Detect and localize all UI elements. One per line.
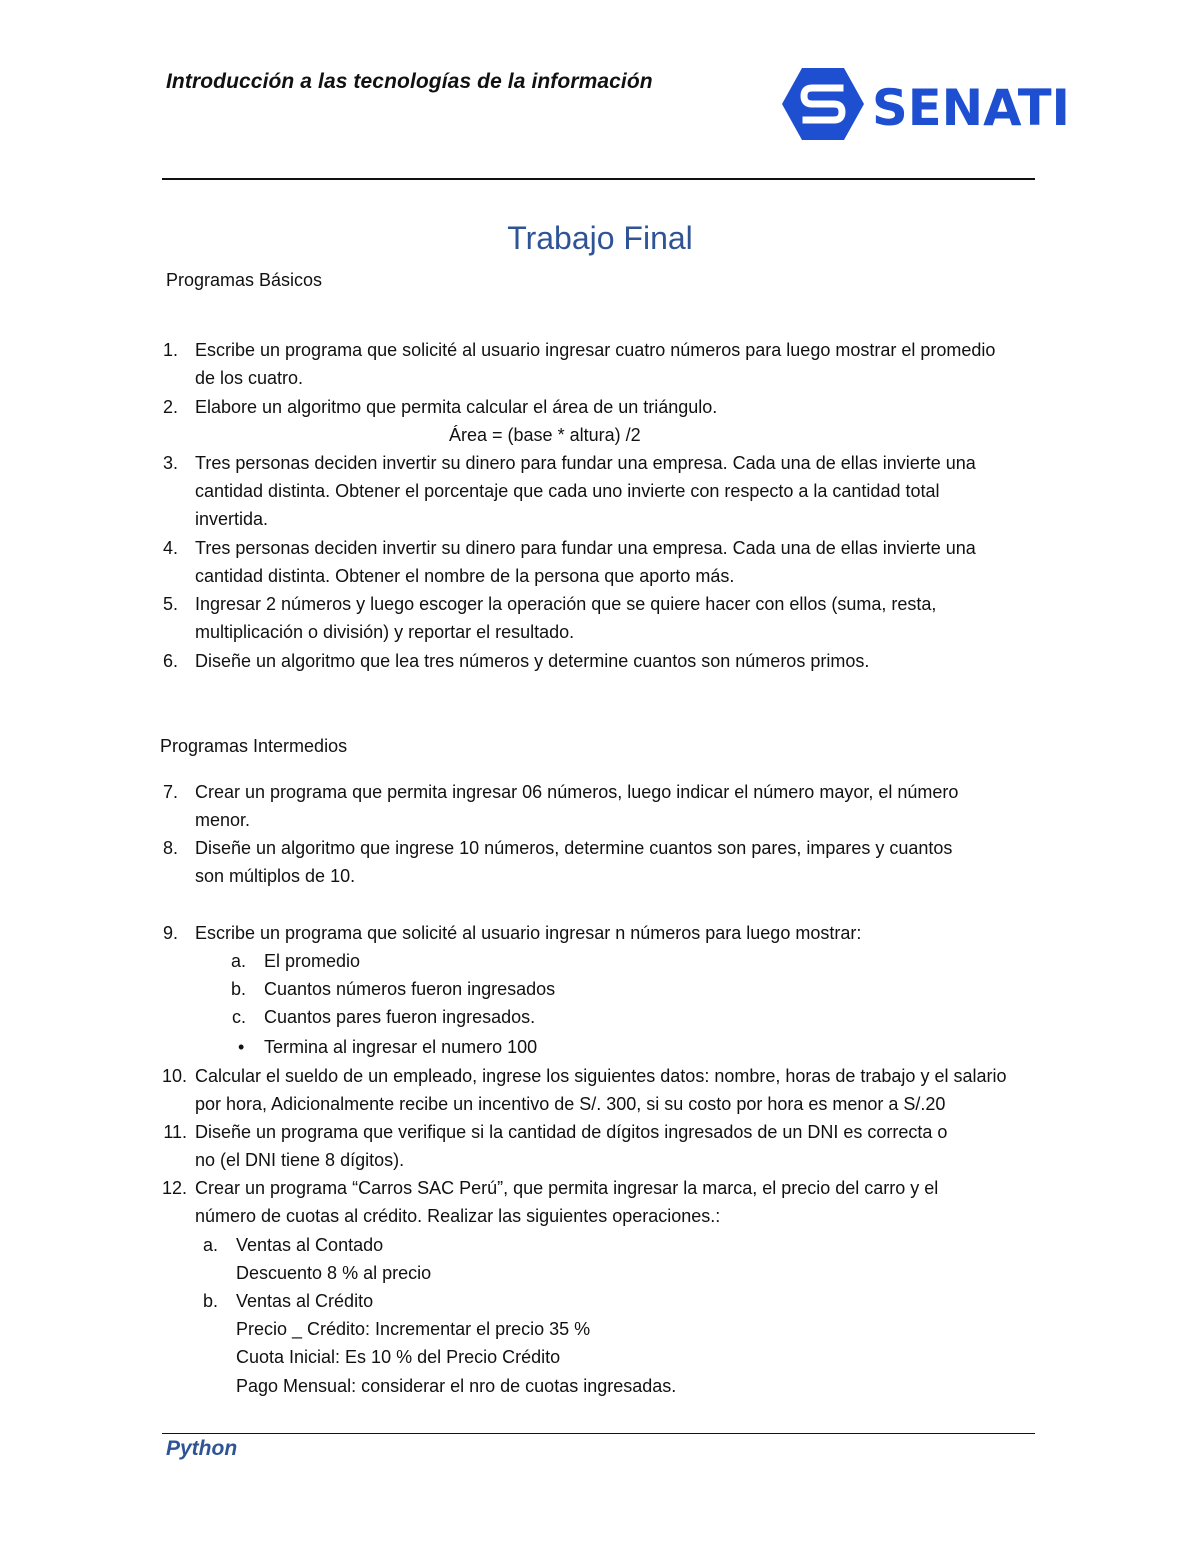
intermediate-item-text: Ventas al Crédito [236, 1291, 374, 1311]
intermediate-item-text: menor. [195, 810, 251, 831]
footer-divider [162, 1433, 1035, 1434]
intermediate-item-text: El promedio [264, 951, 361, 971]
basic-item-text: Tres personas deciden invertir su dinero para fundar una empresa. Cada una de ellas invierte una [195, 538, 976, 558]
intermediate-item-text: Descuento 8 % al precio [236, 1263, 432, 1284]
basic-item-number: 4. [162, 538, 178, 558]
intermediate-item-text: Termina al ingresar el numero 100 [264, 1037, 538, 1057]
intermediate-item-text: Diseñe un programa que verifique si la cantidad de dígitos ingresados de un DNI es correcta o [195, 1122, 948, 1142]
basic-item-text: Elabore un algoritmo que permita calcular el área de un triángulo. [195, 397, 718, 417]
intermediate-item-number: 12. [161, 1178, 187, 1198]
footer-label: Python [166, 1437, 238, 1460]
basic-item-number: 5. [162, 594, 178, 614]
header-divider [162, 178, 1035, 180]
basic-item-number: 6. [162, 651, 178, 671]
intermediate-item-text: no (el DNI tiene 8 dígitos). [195, 1150, 405, 1171]
basic-item-text: Ingresar 2 números y luego escoger la operación que se quiere hacer con ellos (suma, resta, [195, 594, 937, 614]
intermediate-item-text: Cuantos pares fueron ingresados. [264, 1007, 536, 1027]
intermediate-item-text: Ventas al Contado [236, 1235, 384, 1255]
intermediate-item-number: • [238, 1037, 245, 1057]
intermediate-item-text: Pago Mensual: considerar el nro de cuotas ingresadas. [236, 1375, 677, 1396]
section-heading-basic: Programas Básicos [166, 270, 323, 290]
basic-item-text: invertida. [195, 509, 269, 530]
section-heading-intermediate: Programas Intermedios [160, 736, 348, 756]
intermediate-item-text: Cuota Inicial: Es 10 % del Precio Crédito [236, 1347, 561, 1368]
intermediate-item-number: 9. [162, 923, 178, 943]
intermediate-item-text: por hora, Adicionalmente recibe un incentivo de S/. 300, si su costo por hora es menor a S/.20 [195, 1094, 946, 1115]
senati-logo [782, 66, 1072, 142]
basic-item-number: 1. [162, 340, 178, 360]
intermediate-item-text: Calcular el sueldo de un empleado, ingrese los siguientes datos: nombre, horas de trabajo y el salario [195, 1066, 1007, 1086]
basic-item-number: 3. [162, 453, 178, 473]
intermediate-item-number: b. [230, 979, 246, 999]
intermediate-item-number: 7. [162, 782, 178, 802]
basic-item-text: Diseñe un algoritmo que lea tres números y determine cuantos son números primos. [195, 651, 870, 671]
basic-item-text: Área = (base * altura) /2 [449, 425, 641, 445]
basic-item-text: de los cuatro. [195, 368, 304, 389]
basic-item-text: cantidad distinta. Obtener el nombre de la persona que aporto más. [195, 566, 735, 587]
intermediate-item-text: número de cuotas al crédito. Realizar las siguientes operaciones.: [195, 1206, 721, 1227]
basic-item-text: Escribe un programa que solicité al usuario ingresar cuatro números para luego mostrar el promedio [195, 340, 996, 360]
basic-item-text: multiplicación o división) y reportar el resultado. [195, 622, 575, 643]
intermediate-item-number: c. [231, 1007, 246, 1027]
senati-logo-text: SENATI [872, 79, 1070, 137]
course-title: Introducción a las tecnologías de la información [166, 70, 653, 93]
intermediate-item-number: a. [202, 1235, 218, 1255]
intermediate-item-text: Crear un programa “Carros SAC Perú”, que permita ingresar la marca, el precio del carro y el [195, 1178, 939, 1198]
intermediate-item-text: Diseñe un algoritmo que ingrese 10 números, determine cuantos son pares, impares y cuantos [195, 838, 953, 858]
intermediate-item-text: Cuantos números fueron ingresados [264, 979, 556, 999]
basic-item-text: cantidad distinta. Obtener el porcentaje que cada uno invierte con respecto a la cantidad total [195, 481, 940, 502]
intermediate-item-number: 11. [163, 1122, 187, 1142]
intermediate-item-number: b. [202, 1291, 218, 1311]
intermediate-item-number: 8. [162, 838, 178, 858]
basic-item-number: 2. [162, 397, 178, 417]
intermediate-item-text: Precio _ Crédito: Incrementar el precio 35 % [236, 1319, 591, 1340]
intermediate-item-number: 10. [161, 1066, 187, 1086]
intermediate-item-text: son múltiplos de 10. [195, 866, 356, 887]
intermediate-item-number: a. [230, 951, 246, 971]
intermediate-item-text: Crear un programa que permita ingresar 06 números, luego indicar el número mayor, el número [195, 782, 959, 802]
intermediate-item-text: Escribe un programa que solicité al usuario ingresar n números para luego mostrar: [195, 923, 862, 943]
basic-item-text: Tres personas deciden invertir su dinero para fundar una empresa. Cada una de ellas invierte una [195, 453, 976, 473]
document-title: Trabajo Final [507, 220, 693, 256]
